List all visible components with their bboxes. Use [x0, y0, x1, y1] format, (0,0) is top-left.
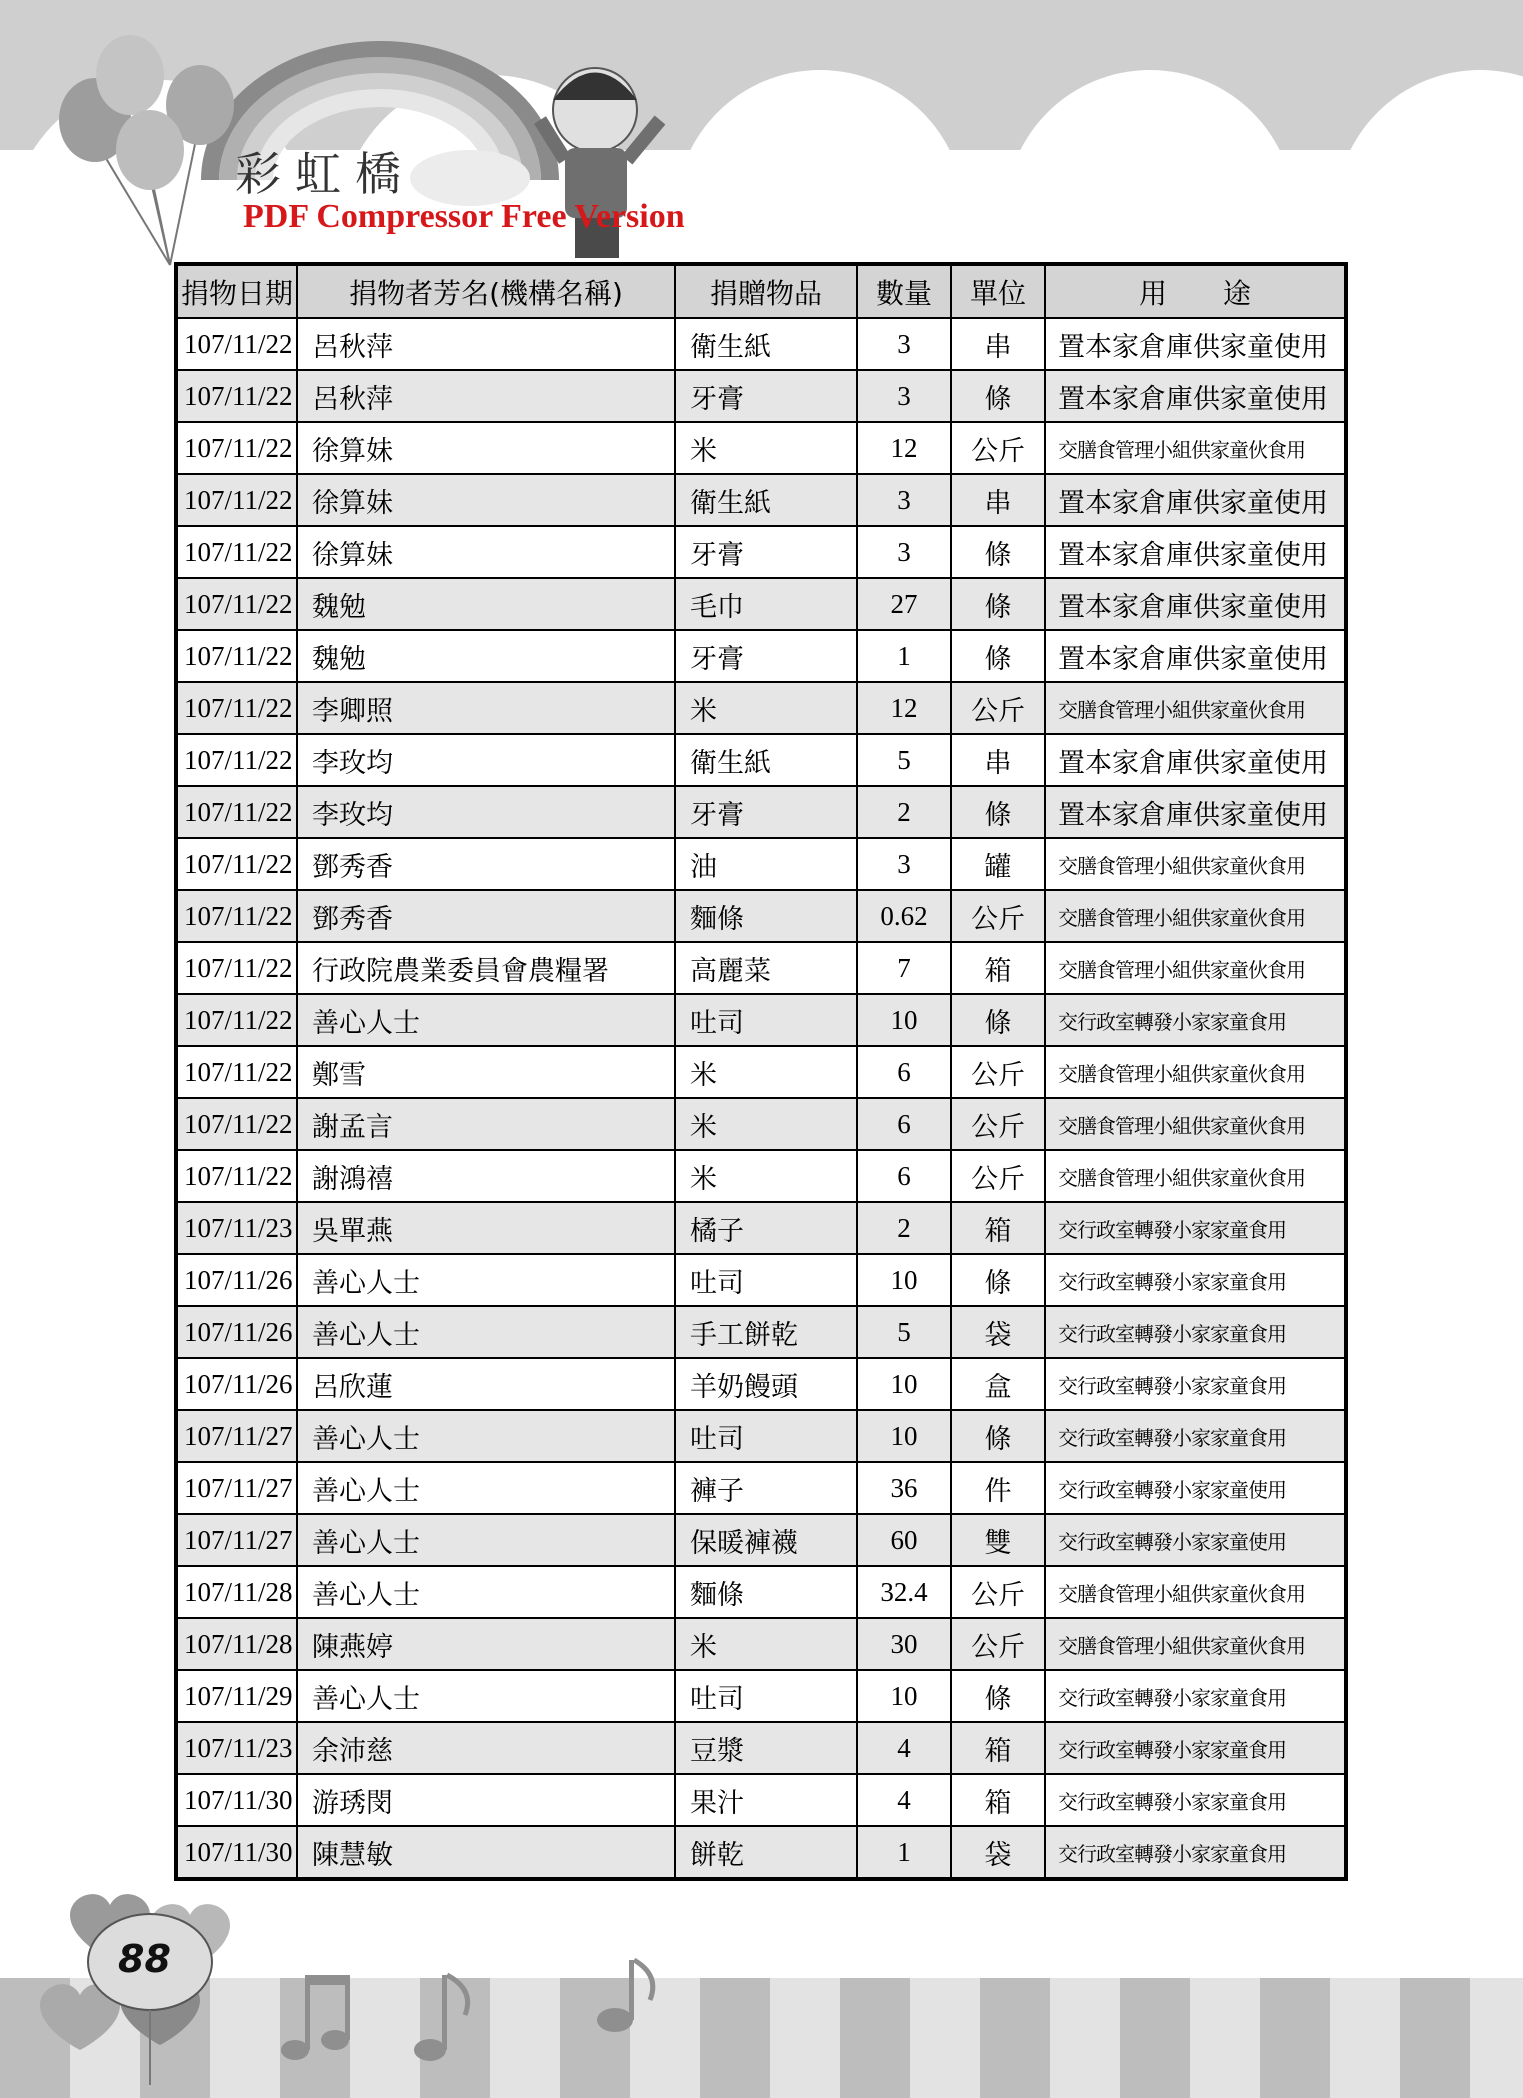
cell-unit: 條 — [951, 370, 1045, 422]
cell-unit: 公斤 — [951, 1618, 1045, 1670]
cell-date: 107/11/27 — [176, 1514, 297, 1566]
cell-unit: 箱 — [951, 1774, 1045, 1826]
cell-quantity: 3 — [857, 370, 951, 422]
cell-quantity: 5 — [857, 734, 951, 786]
cell-quantity: 4 — [857, 1722, 951, 1774]
cell-donor: 徐算妹 — [297, 422, 675, 474]
cell-purpose: 交行政室轉發小家家童食用 — [1045, 1358, 1346, 1410]
cell-unit: 箱 — [951, 942, 1045, 994]
cell-unit: 條 — [951, 994, 1045, 1046]
table-row — [176, 1826, 1346, 1879]
cell-donor: 行政院農業委員會農糧署 — [297, 942, 675, 994]
cell-date: 107/11/22 — [176, 786, 297, 838]
cell-unit: 串 — [951, 474, 1045, 526]
cell-date: 107/11/28 — [176, 1618, 297, 1670]
cell-item: 牙膏 — [675, 370, 857, 422]
table-row — [176, 1618, 1346, 1670]
cell-quantity: 3 — [857, 318, 951, 370]
cell-purpose: 交膳食管理小組供家童伙食用 — [1045, 890, 1346, 942]
cell-quantity: 6 — [857, 1150, 951, 1202]
table-row — [176, 942, 1346, 994]
column-header-date: 捐物日期 — [176, 264, 297, 318]
cell-donor: 李卿照 — [297, 682, 675, 734]
table-row — [176, 474, 1346, 526]
cell-donor: 徐算妹 — [297, 526, 675, 578]
cell-quantity: 60 — [857, 1514, 951, 1566]
table-row — [176, 526, 1346, 578]
cell-date: 107/11/22 — [176, 1150, 297, 1202]
cell-date: 107/11/22 — [176, 422, 297, 474]
cell-donor: 謝鴻禧 — [297, 1150, 675, 1202]
cell-donor: 陳慧敏 — [297, 1826, 675, 1879]
cell-donor: 鄧秀香 — [297, 890, 675, 942]
cell-item: 牙膏 — [675, 526, 857, 578]
cell-date: 107/11/28 — [176, 1566, 297, 1618]
cell-unit: 公斤 — [951, 1098, 1045, 1150]
cell-date: 107/11/27 — [176, 1410, 297, 1462]
cell-purpose: 置本家倉庫供家童使用 — [1045, 370, 1346, 422]
cell-date: 107/11/22 — [176, 994, 297, 1046]
cell-unit: 袋 — [951, 1306, 1045, 1358]
cell-quantity: 10 — [857, 1358, 951, 1410]
donation-table — [174, 262, 1348, 1881]
cell-purpose: 交膳食管理小組供家童伙食用 — [1045, 1098, 1346, 1150]
cell-purpose: 交行政室轉發小家家童使用 — [1045, 1462, 1346, 1514]
cell-donor: 善心人士 — [297, 1566, 675, 1618]
cell-date: 107/11/27 — [176, 1462, 297, 1514]
cell-date: 107/11/29 — [176, 1670, 297, 1722]
table-row — [176, 734, 1346, 786]
cell-quantity: 10 — [857, 1670, 951, 1722]
cell-date: 107/11/26 — [176, 1358, 297, 1410]
cell-date: 107/11/22 — [176, 630, 297, 682]
cell-purpose: 交行政室轉發小家家童食用 — [1045, 1774, 1346, 1826]
cell-item: 毛巾 — [675, 578, 857, 630]
cell-item: 米 — [675, 1150, 857, 1202]
cell-item: 牙膏 — [675, 630, 857, 682]
cell-purpose: 交膳食管理小組供家童伙食用 — [1045, 1150, 1346, 1202]
cell-item: 吐司 — [675, 1254, 857, 1306]
cell-quantity: 6 — [857, 1046, 951, 1098]
cell-donor: 李玫均 — [297, 786, 675, 838]
table-row — [176, 1202, 1346, 1254]
column-header-unit: 單位 — [951, 264, 1045, 318]
table-row — [176, 318, 1346, 370]
cell-unit: 雙 — [951, 1514, 1045, 1566]
cell-item: 麵條 — [675, 1566, 857, 1618]
cell-purpose: 交膳食管理小組供家童伙食用 — [1045, 422, 1346, 474]
table-row — [176, 1514, 1346, 1566]
cell-donor: 陳燕婷 — [297, 1618, 675, 1670]
cell-purpose: 置本家倉庫供家童使用 — [1045, 786, 1346, 838]
cell-unit: 箱 — [951, 1722, 1045, 1774]
cell-donor: 徐算妹 — [297, 474, 675, 526]
cell-date: 107/11/23 — [176, 1202, 297, 1254]
cell-quantity: 32.4 — [857, 1566, 951, 1618]
cell-item: 手工餅乾 — [675, 1306, 857, 1358]
cell-donor: 吳單燕 — [297, 1202, 675, 1254]
cell-unit: 條 — [951, 1254, 1045, 1306]
cell-date: 107/11/22 — [176, 1046, 297, 1098]
table-row — [176, 1774, 1346, 1826]
cell-unit: 串 — [951, 734, 1045, 786]
cell-date: 107/11/26 — [176, 1306, 297, 1358]
column-header-item: 捐贈物品 — [675, 264, 857, 318]
cell-donor: 游琇閔 — [297, 1774, 675, 1826]
cell-quantity: 2 — [857, 1202, 951, 1254]
cell-donor: 善心人士 — [297, 994, 675, 1046]
cell-item: 牙膏 — [675, 786, 857, 838]
cell-item: 保暖褲襪 — [675, 1514, 857, 1566]
cell-item: 吐司 — [675, 1410, 857, 1462]
table-row — [176, 578, 1346, 630]
magazine-title: 彩虹橋 — [235, 147, 415, 201]
cell-donor: 善心人士 — [297, 1410, 675, 1462]
cell-donor: 呂秋萍 — [297, 370, 675, 422]
cell-unit: 罐 — [951, 838, 1045, 890]
cell-donor: 善心人士 — [297, 1514, 675, 1566]
cell-donor: 善心人士 — [297, 1254, 675, 1306]
cell-item: 米 — [675, 1098, 857, 1150]
cell-donor: 魏勉 — [297, 630, 675, 682]
cell-date: 107/11/26 — [176, 1254, 297, 1306]
table-row — [176, 1566, 1346, 1618]
cell-purpose: 交行政室轉發小家家童食用 — [1045, 1202, 1346, 1254]
cell-donor: 李玫均 — [297, 734, 675, 786]
cell-item: 果汁 — [675, 1774, 857, 1826]
table-row — [176, 1462, 1346, 1514]
cell-quantity: 36 — [857, 1462, 951, 1514]
table-row — [176, 1722, 1346, 1774]
cell-purpose: 交行政室轉發小家家童食用 — [1045, 1670, 1346, 1722]
cell-date: 107/11/30 — [176, 1774, 297, 1826]
cell-item: 餅乾 — [675, 1826, 857, 1879]
cell-item: 吐司 — [675, 1670, 857, 1722]
cell-donor: 呂欣蓮 — [297, 1358, 675, 1410]
cell-unit: 件 — [951, 1462, 1045, 1514]
page-number: 88 — [118, 1937, 171, 1981]
cell-unit: 條 — [951, 578, 1045, 630]
cell-item: 米 — [675, 1618, 857, 1670]
cell-donor: 魏勉 — [297, 578, 675, 630]
cell-quantity: 3 — [857, 526, 951, 578]
table-row — [176, 1150, 1346, 1202]
cell-date: 107/11/22 — [176, 1098, 297, 1150]
cell-unit: 盒 — [951, 1358, 1045, 1410]
cell-date: 107/11/22 — [176, 890, 297, 942]
cell-donor: 呂秋萍 — [297, 318, 675, 370]
cell-quantity: 10 — [857, 994, 951, 1046]
cell-purpose: 交行政室轉發小家家童食用 — [1045, 1254, 1346, 1306]
cell-item: 豆漿 — [675, 1722, 857, 1774]
cell-unit: 條 — [951, 1670, 1045, 1722]
cell-quantity: 30 — [857, 1618, 951, 1670]
cell-purpose: 置本家倉庫供家童使用 — [1045, 630, 1346, 682]
table-row — [176, 682, 1346, 734]
watermark-text: PDF Compressor Free Version — [243, 198, 685, 235]
table-body — [176, 318, 1346, 1879]
cell-date: 107/11/22 — [176, 942, 297, 994]
cell-item: 高麗菜 — [675, 942, 857, 994]
cell-purpose: 交膳食管理小組供家童伙食用 — [1045, 1046, 1346, 1098]
cell-unit: 公斤 — [951, 682, 1045, 734]
cell-purpose: 交膳食管理小組供家童伙食用 — [1045, 942, 1346, 994]
cell-item: 米 — [675, 682, 857, 734]
cell-donor: 鄧秀香 — [297, 838, 675, 890]
cell-unit: 箱 — [951, 1202, 1045, 1254]
table-row — [176, 1358, 1346, 1410]
cell-date: 107/11/22 — [176, 318, 297, 370]
cell-item: 衛生紙 — [675, 734, 857, 786]
table-row — [176, 630, 1346, 682]
cell-unit: 公斤 — [951, 890, 1045, 942]
cell-date: 107/11/22 — [176, 526, 297, 578]
table-row — [176, 422, 1346, 474]
table-header-row — [176, 264, 1346, 318]
cell-donor: 鄭雪 — [297, 1046, 675, 1098]
cell-donor: 謝孟言 — [297, 1098, 675, 1150]
cell-unit: 公斤 — [951, 1046, 1045, 1098]
cell-purpose: 交行政室轉發小家家童食用 — [1045, 1306, 1346, 1358]
cell-unit: 串 — [951, 318, 1045, 370]
cell-item: 衛生紙 — [675, 474, 857, 526]
cell-item: 羊奶饅頭 — [675, 1358, 857, 1410]
cell-date: 107/11/22 — [176, 838, 297, 890]
table-row — [176, 1306, 1346, 1358]
cell-purpose: 交行政室轉發小家家童食用 — [1045, 994, 1346, 1046]
cell-quantity: 10 — [857, 1410, 951, 1462]
column-header-purpose: 用 途 — [1045, 264, 1346, 318]
cell-purpose: 置本家倉庫供家童使用 — [1045, 526, 1346, 578]
cell-quantity: 5 — [857, 1306, 951, 1358]
cell-date: 107/11/22 — [176, 474, 297, 526]
cell-item: 褲子 — [675, 1462, 857, 1514]
cell-item: 麵條 — [675, 890, 857, 942]
cell-quantity: 6 — [857, 1098, 951, 1150]
cell-date: 107/11/22 — [176, 370, 297, 422]
column-header-donor: 捐物者芳名(機構名稱) — [297, 264, 675, 318]
table-row — [176, 370, 1346, 422]
cell-purpose: 交膳食管理小組供家童伙食用 — [1045, 838, 1346, 890]
cell-purpose: 交膳食管理小組供家童伙食用 — [1045, 1566, 1346, 1618]
cell-purpose: 置本家倉庫供家童使用 — [1045, 318, 1346, 370]
table-row — [176, 1410, 1346, 1462]
cell-unit: 條 — [951, 630, 1045, 682]
cell-unit: 袋 — [951, 1826, 1045, 1879]
table-row — [176, 1098, 1346, 1150]
cell-donor: 善心人士 — [297, 1306, 675, 1358]
cell-donor: 善心人士 — [297, 1670, 675, 1722]
cell-purpose: 交膳食管理小組供家童伙食用 — [1045, 1618, 1346, 1670]
cell-purpose: 交行政室轉發小家家童食用 — [1045, 1410, 1346, 1462]
cell-item: 米 — [675, 1046, 857, 1098]
cell-purpose: 交膳食管理小組供家童伙食用 — [1045, 682, 1346, 734]
cell-date: 107/11/22 — [176, 578, 297, 630]
cell-quantity: 7 — [857, 942, 951, 994]
cell-quantity: 1 — [857, 630, 951, 682]
cell-unit: 公斤 — [951, 1150, 1045, 1202]
cell-quantity: 2 — [857, 786, 951, 838]
table-row — [176, 994, 1346, 1046]
cell-date: 107/11/23 — [176, 1722, 297, 1774]
cell-purpose: 置本家倉庫供家童使用 — [1045, 474, 1346, 526]
cell-quantity: 1 — [857, 1826, 951, 1879]
cell-quantity: 12 — [857, 682, 951, 734]
cell-date: 107/11/30 — [176, 1826, 297, 1879]
cell-purpose: 交行政室轉發小家家童食用 — [1045, 1826, 1346, 1879]
column-header-quantity: 數量 — [857, 264, 951, 318]
table-row — [176, 890, 1346, 942]
cell-donor: 余沛慈 — [297, 1722, 675, 1774]
cell-unit: 公斤 — [951, 1566, 1045, 1618]
table-row — [176, 786, 1346, 838]
cell-item: 橘子 — [675, 1202, 857, 1254]
cell-unit: 條 — [951, 526, 1045, 578]
cell-item: 米 — [675, 422, 857, 474]
table-row — [176, 1670, 1346, 1722]
cell-item: 衛生紙 — [675, 318, 857, 370]
cell-donor: 善心人士 — [297, 1462, 675, 1514]
cell-purpose: 交行政室轉發小家家童食用 — [1045, 1722, 1346, 1774]
table-row — [176, 1254, 1346, 1306]
cell-quantity: 3 — [857, 838, 951, 890]
cell-purpose: 交行政室轉發小家家童使用 — [1045, 1514, 1346, 1566]
cell-quantity: 0.62 — [857, 890, 951, 942]
cell-unit: 公斤 — [951, 422, 1045, 474]
cell-quantity: 10 — [857, 1254, 951, 1306]
table-row — [176, 1046, 1346, 1098]
cell-quantity: 27 — [857, 578, 951, 630]
cell-quantity: 4 — [857, 1774, 951, 1826]
table-row — [176, 838, 1346, 890]
cell-date: 107/11/22 — [176, 734, 297, 786]
cell-purpose: 置本家倉庫供家童使用 — [1045, 578, 1346, 630]
cell-unit: 條 — [951, 1410, 1045, 1462]
cell-item: 油 — [675, 838, 857, 890]
cell-date: 107/11/22 — [176, 682, 297, 734]
cell-unit: 條 — [951, 786, 1045, 838]
cell-purpose: 置本家倉庫供家童使用 — [1045, 734, 1346, 786]
cell-item: 吐司 — [675, 994, 857, 1046]
cell-quantity: 3 — [857, 474, 951, 526]
cell-quantity: 12 — [857, 422, 951, 474]
